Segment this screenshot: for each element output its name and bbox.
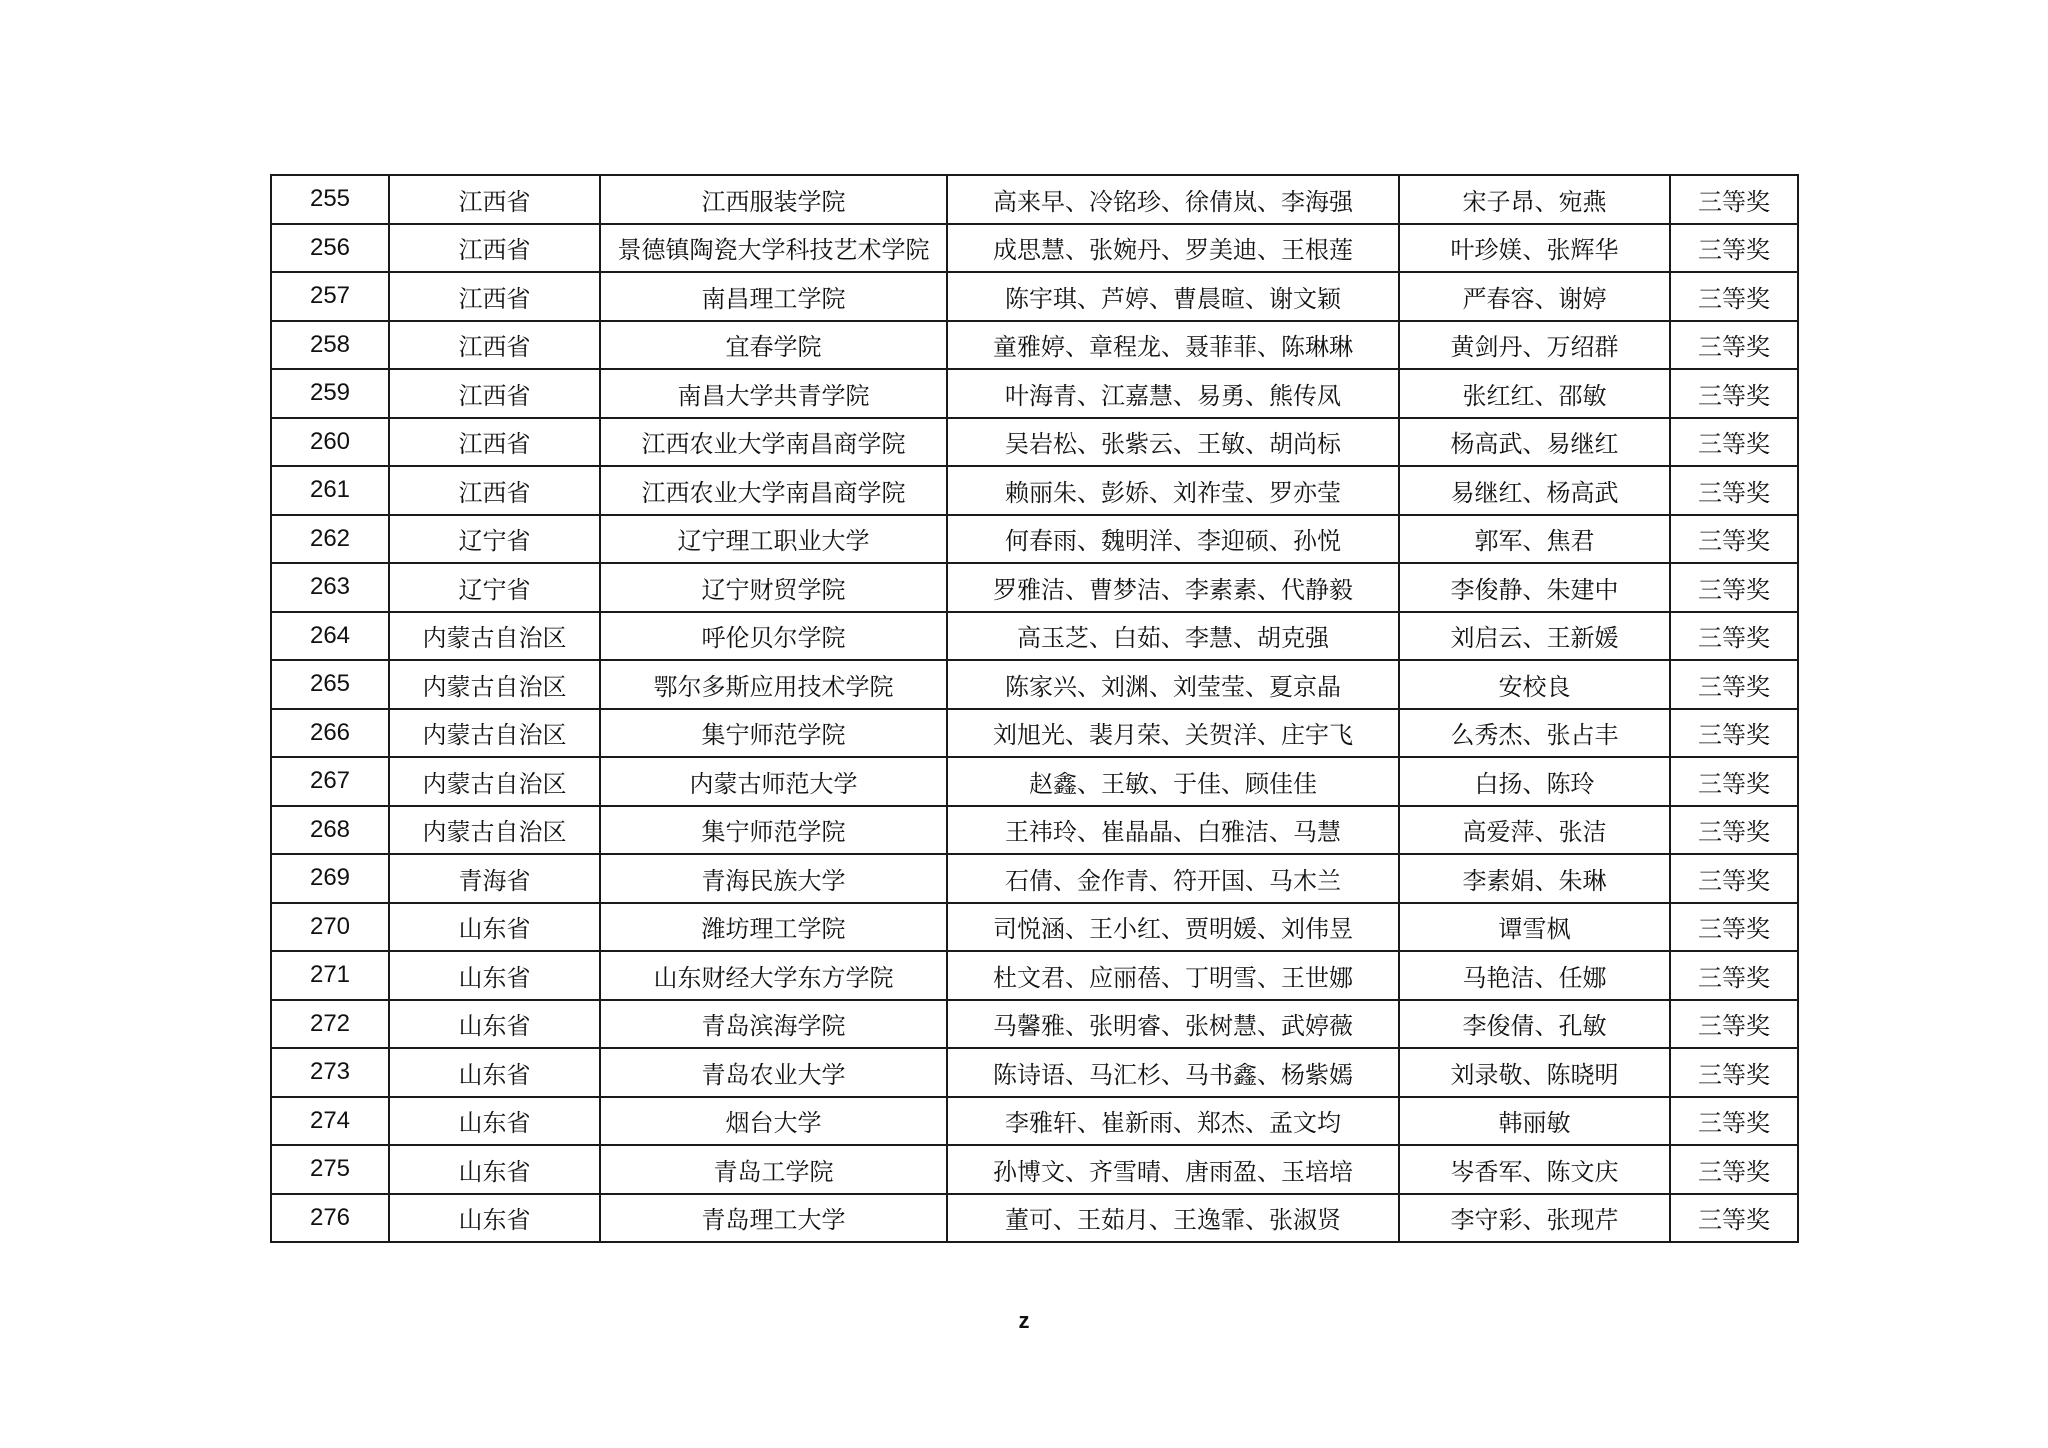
cell-advisors: 黄剑丹、万绍群 <box>1399 321 1670 370</box>
cell-advisors: 叶珍媄、张辉华 <box>1399 224 1670 273</box>
cell-award: 三等奖 <box>1670 1048 1798 1097</box>
cell-number: 276 <box>271 1194 389 1243</box>
table-row <box>271 1048 1798 1097</box>
cell-province: 内蒙古自治区 <box>389 709 600 758</box>
cell-advisors: 刘启云、王新媛 <box>1399 612 1670 661</box>
cell-number: 256 <box>271 224 389 273</box>
cell-school: 集宁师范学院 <box>600 806 947 855</box>
cell-award: 三等奖 <box>1670 612 1798 661</box>
table-row <box>271 1000 1798 1049</box>
cell-award: 三等奖 <box>1670 369 1798 418</box>
cell-province: 江西省 <box>389 272 600 321</box>
cell-members: 叶海青、江嘉慧、易勇、熊传凤 <box>947 369 1399 418</box>
cell-members: 高玉芝、白茹、李慧、胡克强 <box>947 612 1399 661</box>
table-row <box>271 466 1798 515</box>
cell-advisors: 刘录敬、陈晓明 <box>1399 1048 1670 1097</box>
cell-advisors: 谭雪枫 <box>1399 903 1670 952</box>
cell-advisors: 白扬、陈玲 <box>1399 757 1670 806</box>
cell-school: 江西农业大学南昌商学院 <box>600 418 947 467</box>
cell-school: 青岛工学院 <box>600 1145 947 1194</box>
cell-advisors: 李俊静、朱建中 <box>1399 563 1670 612</box>
cell-members: 童雅婷、章程龙、聂菲菲、陈琳琳 <box>947 321 1399 370</box>
cell-members: 陈诗语、马汇杉、马书鑫、杨紫嫣 <box>947 1048 1399 1097</box>
cell-advisors: 严春容、谢婷 <box>1399 272 1670 321</box>
cell-advisors: 郭军、焦君 <box>1399 515 1670 564</box>
cell-award: 三等奖 <box>1670 224 1798 273</box>
cell-advisors: 宋子昂、宛燕 <box>1399 175 1670 224</box>
cell-members: 马馨雅、张明睿、张树慧、武婷薇 <box>947 1000 1399 1049</box>
cell-province: 江西省 <box>389 175 600 224</box>
cell-advisors: 杨高武、易继红 <box>1399 418 1670 467</box>
table-row <box>271 806 1798 855</box>
cell-school: 山东财经大学东方学院 <box>600 951 947 1000</box>
cell-award: 三等奖 <box>1670 903 1798 952</box>
cell-province: 江西省 <box>389 466 600 515</box>
cell-province: 山东省 <box>389 1097 600 1146</box>
table-row <box>271 272 1798 321</box>
cell-school: 辽宁理工职业大学 <box>600 515 947 564</box>
cell-number: 262 <box>271 515 389 564</box>
table-row <box>271 224 1798 273</box>
table-row <box>271 709 1798 758</box>
cell-members: 石倩、金作青、符开国、马木兰 <box>947 854 1399 903</box>
cell-province: 山东省 <box>389 1145 600 1194</box>
cell-advisors: 岑香军、陈文庆 <box>1399 1145 1670 1194</box>
cell-province: 山东省 <box>389 1048 600 1097</box>
cell-advisors: 马艳洁、任娜 <box>1399 951 1670 1000</box>
cell-members: 成思慧、张婉丹、罗美迪、王根莲 <box>947 224 1399 273</box>
cell-advisors: 高爱萍、张洁 <box>1399 806 1670 855</box>
cell-advisors: 么秀杰、张占丰 <box>1399 709 1670 758</box>
cell-award: 三等奖 <box>1670 709 1798 758</box>
cell-advisors: 韩丽敏 <box>1399 1097 1670 1146</box>
cell-award: 三等奖 <box>1670 660 1798 709</box>
cell-province: 江西省 <box>389 321 600 370</box>
table-row <box>271 612 1798 661</box>
table-row <box>271 951 1798 1000</box>
cell-number: 274 <box>271 1097 389 1146</box>
table-row <box>271 1145 1798 1194</box>
cell-award: 三等奖 <box>1670 418 1798 467</box>
cell-school: 江西农业大学南昌商学院 <box>600 466 947 515</box>
cell-members: 刘旭光、裴月荣、关贺洋、庄宇飞 <box>947 709 1399 758</box>
cell-award: 三等奖 <box>1670 321 1798 370</box>
cell-province: 山东省 <box>389 951 600 1000</box>
cell-province: 山东省 <box>389 1194 600 1243</box>
cell-advisors: 易继红、杨高武 <box>1399 466 1670 515</box>
cell-award: 三等奖 <box>1670 757 1798 806</box>
cell-school: 呼伦贝尔学院 <box>600 612 947 661</box>
cell-province: 内蒙古自治区 <box>389 806 600 855</box>
table-row <box>271 175 1798 224</box>
cell-number: 258 <box>271 321 389 370</box>
table-row <box>271 418 1798 467</box>
table-row <box>271 757 1798 806</box>
cell-number: 265 <box>271 660 389 709</box>
cell-number: 269 <box>271 854 389 903</box>
cell-province: 辽宁省 <box>389 563 600 612</box>
cell-school: 鄂尔多斯应用技术学院 <box>600 660 947 709</box>
cell-members: 王祎玲、崔晶晶、白雅洁、马慧 <box>947 806 1399 855</box>
cell-award: 三等奖 <box>1670 806 1798 855</box>
cell-province: 辽宁省 <box>389 515 600 564</box>
cell-province: 江西省 <box>389 224 600 273</box>
cell-school: 景德镇陶瓷大学科技艺术学院 <box>600 224 947 273</box>
cell-advisors: 李守彩、张现芹 <box>1399 1194 1670 1243</box>
cell-number: 270 <box>271 903 389 952</box>
cell-members: 何春雨、魏明洋、李迎硕、孙悦 <box>947 515 1399 564</box>
cell-advisors: 安校良 <box>1399 660 1670 709</box>
cell-school: 集宁师范学院 <box>600 709 947 758</box>
cell-number: 260 <box>271 418 389 467</box>
cell-award: 三等奖 <box>1670 563 1798 612</box>
cell-province: 内蒙古自治区 <box>389 757 600 806</box>
table-row <box>271 515 1798 564</box>
cell-number: 261 <box>271 466 389 515</box>
cell-advisors: 李俊倩、孔敏 <box>1399 1000 1670 1049</box>
cell-advisors: 张红红、邵敏 <box>1399 369 1670 418</box>
cell-number: 264 <box>271 612 389 661</box>
cell-school: 南昌大学共青学院 <box>600 369 947 418</box>
cell-province: 内蒙古自治区 <box>389 660 600 709</box>
cell-school: 南昌理工学院 <box>600 272 947 321</box>
cell-school: 辽宁财贸学院 <box>600 563 947 612</box>
cell-province: 山东省 <box>389 903 600 952</box>
table-row <box>271 1097 1798 1146</box>
cell-number: 267 <box>271 757 389 806</box>
table-body <box>271 175 1798 1242</box>
cell-members: 董可、王茹月、王逸霏、张淑贤 <box>947 1194 1399 1243</box>
cell-province: 江西省 <box>389 369 600 418</box>
cell-members: 赵鑫、王敏、于佳、顾佳佳 <box>947 757 1399 806</box>
cell-province: 山东省 <box>389 1000 600 1049</box>
cell-school: 潍坊理工学院 <box>600 903 947 952</box>
cell-number: 273 <box>271 1048 389 1097</box>
cell-school: 内蒙古师范大学 <box>600 757 947 806</box>
cell-award: 三等奖 <box>1670 1145 1798 1194</box>
cell-province: 江西省 <box>389 418 600 467</box>
cell-number: 268 <box>271 806 389 855</box>
cell-number: 255 <box>271 175 389 224</box>
cell-award: 三等奖 <box>1670 951 1798 1000</box>
cell-school: 青岛滨海学院 <box>600 1000 947 1049</box>
cell-award: 三等奖 <box>1670 466 1798 515</box>
cell-members: 李雅轩、崔新雨、郑杰、孟文均 <box>947 1097 1399 1146</box>
cell-province: 内蒙古自治区 <box>389 612 600 661</box>
results-table <box>270 174 1799 1243</box>
cell-award: 三等奖 <box>1670 175 1798 224</box>
cell-school: 烟台大学 <box>600 1097 947 1146</box>
cell-award: 三等奖 <box>1670 1097 1798 1146</box>
cell-members: 吴岩松、张紫云、王敏、胡尚标 <box>947 418 1399 467</box>
cell-school: 青岛农业大学 <box>600 1048 947 1097</box>
cell-award: 三等奖 <box>1670 854 1798 903</box>
page-number: z <box>1018 1308 1030 1333</box>
cell-members: 陈家兴、刘渊、刘莹莹、夏京晶 <box>947 660 1399 709</box>
cell-award: 三等奖 <box>1670 515 1798 564</box>
cell-award: 三等奖 <box>1670 272 1798 321</box>
cell-award: 三等奖 <box>1670 1194 1798 1243</box>
table-row <box>271 903 1798 952</box>
cell-school: 宜春学院 <box>600 321 947 370</box>
cell-members: 赖丽朱、彭娇、刘祚莹、罗亦莹 <box>947 466 1399 515</box>
table-row <box>271 854 1798 903</box>
table-row <box>271 321 1798 370</box>
cell-school: 青海民族大学 <box>600 854 947 903</box>
cell-school: 青岛理工大学 <box>600 1194 947 1243</box>
cell-members: 高来早、冷铭珍、徐倩岚、李海强 <box>947 175 1399 224</box>
cell-members: 罗雅洁、曹梦洁、李素素、代静毅 <box>947 563 1399 612</box>
cell-members: 孙博文、齐雪晴、唐雨盈、玉培培 <box>947 1145 1399 1194</box>
cell-number: 275 <box>271 1145 389 1194</box>
table-row <box>271 369 1798 418</box>
table-row <box>271 563 1798 612</box>
cell-number: 272 <box>271 1000 389 1049</box>
cell-members: 陈宇琪、芦婷、曹晨暄、谢文颖 <box>947 272 1399 321</box>
cell-award: 三等奖 <box>1670 1000 1798 1049</box>
cell-members: 司悦涵、王小红、贾明媛、刘伟昱 <box>947 903 1399 952</box>
cell-members: 杜文君、应丽蓓、丁明雪、王世娜 <box>947 951 1399 1000</box>
table-row <box>271 660 1798 709</box>
cell-province: 青海省 <box>389 854 600 903</box>
cell-number: 263 <box>271 563 389 612</box>
cell-number: 257 <box>271 272 389 321</box>
cell-school: 江西服装学院 <box>600 175 947 224</box>
cell-advisors: 李素娟、朱琳 <box>1399 854 1670 903</box>
cell-number: 266 <box>271 709 389 758</box>
cell-number: 271 <box>271 951 389 1000</box>
cell-number: 259 <box>271 369 389 418</box>
table-row <box>271 1194 1798 1243</box>
